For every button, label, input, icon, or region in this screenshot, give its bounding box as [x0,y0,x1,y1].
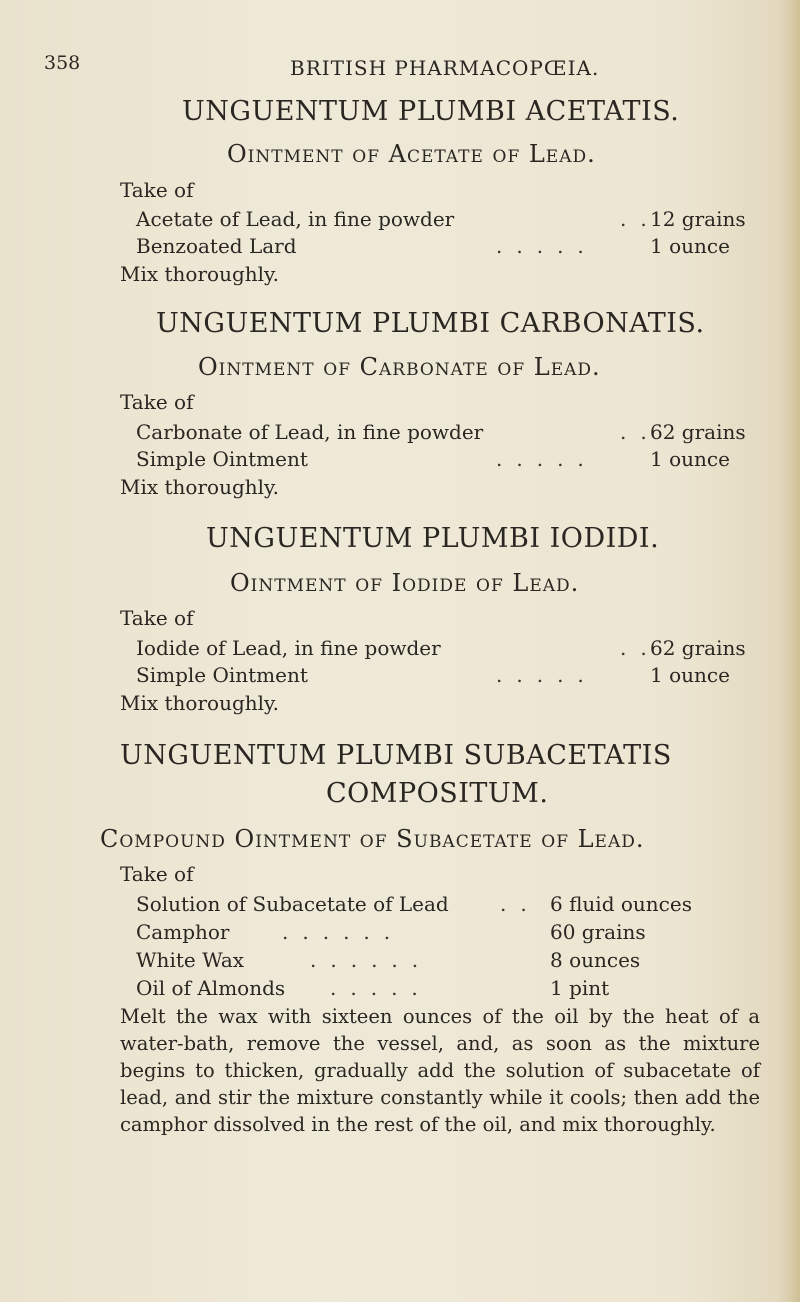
direction: Mix thoroughly. [120,691,280,715]
page-number: 358 [44,52,81,74]
ingredient-name: Simple Ointment [136,447,308,471]
section-subtitle: Ointment of Acetate of Lead. [227,140,596,168]
ingredient-quantity: 6 fluid ounces [550,892,692,916]
ingredient-name: Benzoated Lard [136,234,297,258]
leader-dots: .. [620,636,661,660]
running-title: BRITISH PHARMACOPŒIA. [290,56,600,80]
method-paragraph: Melt the wax with sixteen ounces of the oil by the heat of a water-bath, remove the vessel, and, as soon as the mixture begins to thicken, gradually add the solution of subacetate of lead, and stir the mixture constantly while it cools; then add the camphor dissolved in the rest of the oil, and mix thoroughly. [120,1005,760,1136]
take-of: Take of [120,606,194,630]
ingredient-name: Simple Ointment [136,663,308,687]
section-title-continued: COMPOSITUM. [326,778,549,809]
ingredient-quantity: 62 grains [650,636,746,660]
leader-dots: ..... [330,976,432,1000]
leader-dots: ...... [282,920,405,944]
ingredient-quantity: 1 pint [550,976,610,1000]
ingredient-quantity: 8 ounces [550,948,641,972]
leader-dots: .. [620,420,661,444]
direction: Mix thoroughly. [120,262,280,286]
ingredient-quantity: 12 grains [650,207,746,231]
section-title: UNGUENTUM PLUMBI IODIDI. [206,523,660,554]
section-subtitle: Compound Ointment of Subacetate of Lead. [100,825,645,853]
section-title: UNGUENTUM PLUMBI ACETATIS. [182,96,680,127]
ingredient-quantity: 1 ounce [650,663,730,687]
ingredient-quantity: 1 ounce [650,447,730,471]
ingredient-quantity: 60 grains [550,920,646,944]
leader-dots: .. [620,207,661,231]
ingredient-name: Iodide of Lead, in fine powder [136,636,441,660]
ingredient-name: Solution of Subacetate of Lead [136,892,449,916]
section-subtitle: Ointment of Carbonate of Lead. [198,353,601,381]
direction: Mix thoroughly. [120,475,280,499]
ingredient-name: Carbonate of Lead, in fine powder [136,420,484,444]
ingredient-name: Oil of Almonds [136,976,286,1000]
ingredient-name: Camphor [136,920,230,944]
leader-dots: ...... [310,948,433,972]
page-edge-shadow [778,0,800,1302]
ingredient-name: White Wax [136,948,245,972]
leader-dots: ..... [496,663,598,687]
ingredient-quantity: 62 grains [650,420,746,444]
leader-dots: ..... [496,447,598,471]
take-of: Take of [120,390,194,414]
ingredient-name: Acetate of Lead, in fine powder [136,207,455,231]
ingredient-quantity: 1 ounce [650,234,730,258]
section-title: UNGUENTUM PLUMBI CARBONATIS. [156,308,705,339]
take-of: Take of [120,862,194,886]
section-subtitle: Ointment of Iodide of Lead. [230,569,580,597]
leader-dots: .. [500,892,541,916]
take-of: Take of [120,178,194,202]
section-title: UNGUENTUM PLUMBI SUBACETATIS [120,740,672,771]
leader-dots: ..... [496,234,598,258]
